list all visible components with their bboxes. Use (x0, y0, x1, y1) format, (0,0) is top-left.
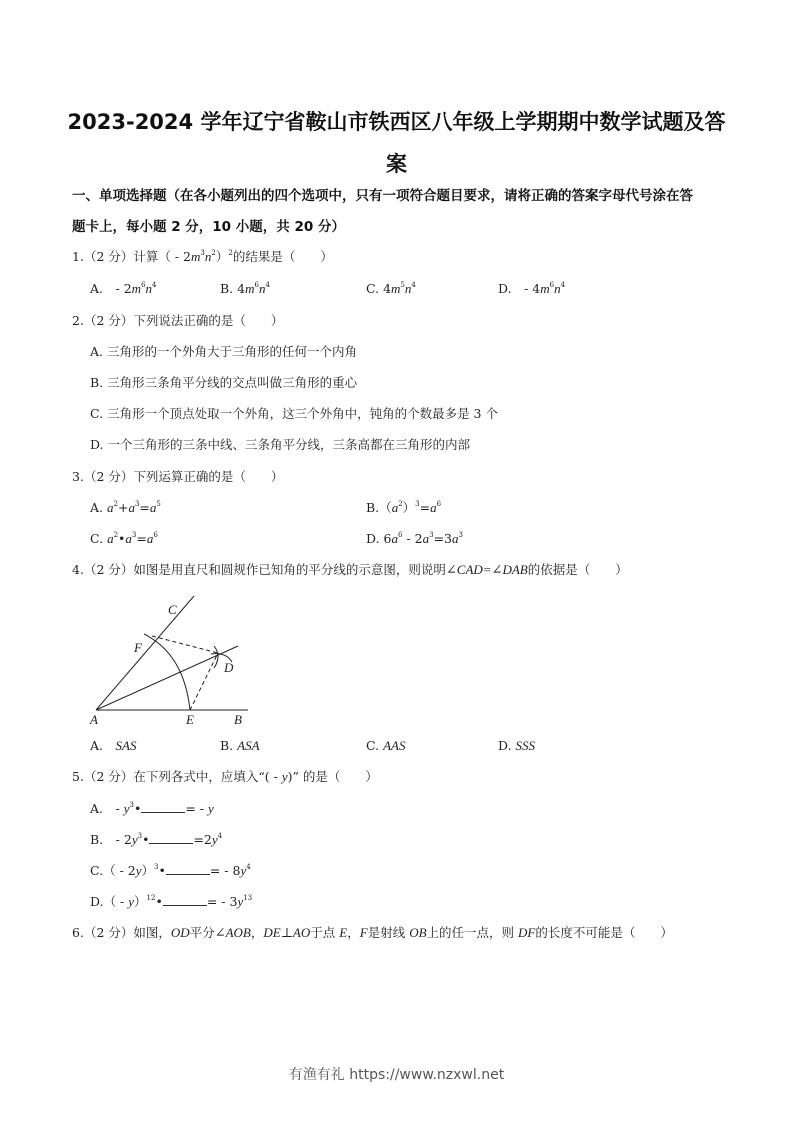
answer-blank (141, 801, 185, 813)
question-text: )” 的是（ ） (287, 769, 378, 784)
question-4-option-d[interactable]: D. SSS (498, 738, 536, 753)
question-number: 3. (72, 469, 84, 484)
question-points: （2 分） (83, 925, 134, 940)
question-6-stem: 6.（2 分）如图，OD平分∠AOB，DE⊥AO于点 E，F是射线 OB上的任一点，则 DF的长度不可能是（ ） (72, 925, 673, 940)
question-4-option-b[interactable]: B. ASA (220, 738, 260, 753)
question-2-option-b[interactable]: B. 三角形三条角平分线的交点叫做三角形的重心 (90, 375, 358, 390)
question-2-stem (72, 313, 283, 329)
math-expression: ∠CAD=∠DAB (445, 562, 528, 577)
answer-blank (166, 863, 210, 875)
question-text: 的依据是（ ） (527, 562, 628, 577)
question-1-option-c[interactable]: C. $4m^5n^4$ (366, 281, 416, 296)
question-3-stem (72, 469, 283, 485)
question-1-option-b[interactable]: B. $4m^6n^4$ (220, 281, 270, 296)
label-c: C (168, 602, 177, 617)
question-text: 的结果是（ ） (232, 249, 333, 264)
question-text: 计算（ - 2 (133, 249, 191, 264)
question-3-option-c[interactable]: C. $a^2•a^3=a^6$ (90, 531, 158, 546)
question-points: （2 分） (83, 469, 134, 484)
label-b: B (234, 712, 242, 727)
question-4-option-c[interactable]: C. AAS (366, 738, 406, 753)
question-1-option-a[interactable]: A. - $2m^6n^4$ (90, 281, 157, 296)
document-title-line-1: 2023-2024 学年辽宁省鞍山市铁西区八年级上学期期中数学试题及答 (67, 110, 726, 134)
question-text: 如图是用直尺和圆规作已知角的平分线的示意图，则说明 (133, 562, 446, 577)
question-1-option-d[interactable]: D. - $4m^6n^4$ (498, 281, 566, 296)
question-4-stem (72, 562, 628, 578)
answer-blank (149, 832, 193, 844)
label-e: E (186, 712, 194, 727)
footer-watermark: 有渔有礼 https://www.nzxwl.net (288, 1067, 505, 1083)
math-var: y (281, 769, 288, 784)
label-a: A (90, 712, 98, 727)
question-3-option-b[interactable]: $B.(a^2)^3=a^6$ (366, 500, 442, 515)
label-d: D (224, 660, 234, 675)
question-5-option-c[interactable]: C.（ - 2y）$^3$• = - $8y^4$ (90, 863, 251, 878)
question-text: 下列运算正确的是（ ） (133, 469, 284, 484)
angle-bisector-figure (86, 592, 256, 727)
question-5-stem (72, 769, 378, 785)
section-header-line-1: 一、单项选择题（在各小题列出的四个选项中，只有一项符合题目要求，请将正确的答案字母代号涂在答 (72, 188, 693, 204)
question-number: 1. (72, 249, 84, 264)
document-title-line-2: 案 (386, 152, 407, 176)
question-5-option-a[interactable]: A. - $y^3•$ = - y (90, 801, 214, 816)
question-number: 2. (72, 313, 84, 328)
section-header-line-2: 题卡上，每小题 2 分，10 小题，共 20 分） (72, 219, 345, 235)
question-2-option-c[interactable]: C. 三角形一个顶点处取一个外角，这三个外角中，钝角的个数最多是 3 个 (90, 406, 498, 421)
question-number: 4. (72, 562, 84, 577)
question-2-option-d[interactable]: D. 一个三角形的三条中线、三条角平分线，三条高都在三角形的内部 (90, 437, 471, 452)
question-3-option-a[interactable]: A. $a^2+a^3=a^5$ (90, 500, 161, 515)
question-text: 下列说法正确的是（ ） (133, 313, 284, 328)
question-points: （2 分） (83, 249, 134, 264)
section-header (72, 181, 740, 243)
question-points: （2 分） (83, 769, 134, 784)
question-points: （2 分） (83, 562, 134, 577)
question-4-option-a[interactable]: A. SAS (90, 738, 137, 753)
question-text: 在下列各式中，应填入“( - (133, 769, 282, 784)
math-var: n (204, 249, 212, 264)
question-2-option-a[interactable]: A. 三角形的一个外角大于三角形的任何一个内角 (90, 344, 358, 359)
question-points: （2 分） (83, 313, 134, 328)
answer-blank (163, 894, 207, 906)
question-1-stem: 1.（2 分）计算（ - $2m^3n^2)^2$的结果是（ ） (72, 249, 333, 264)
question-3-option-d[interactable]: D. $6a^6 - 2a^3=3a^3$ (366, 531, 463, 546)
question-5-option-b[interactable]: B. - $2y^3• =2y^4$ (90, 832, 223, 847)
label-f: F (134, 640, 142, 655)
question-number: 6. (72, 925, 84, 940)
question-number: 5. (72, 769, 84, 784)
math-var: m (191, 249, 201, 264)
question-5-option-d[interactable]: D.（ - y）$^{12}$• = - $3y^{13}$ (90, 894, 253, 909)
